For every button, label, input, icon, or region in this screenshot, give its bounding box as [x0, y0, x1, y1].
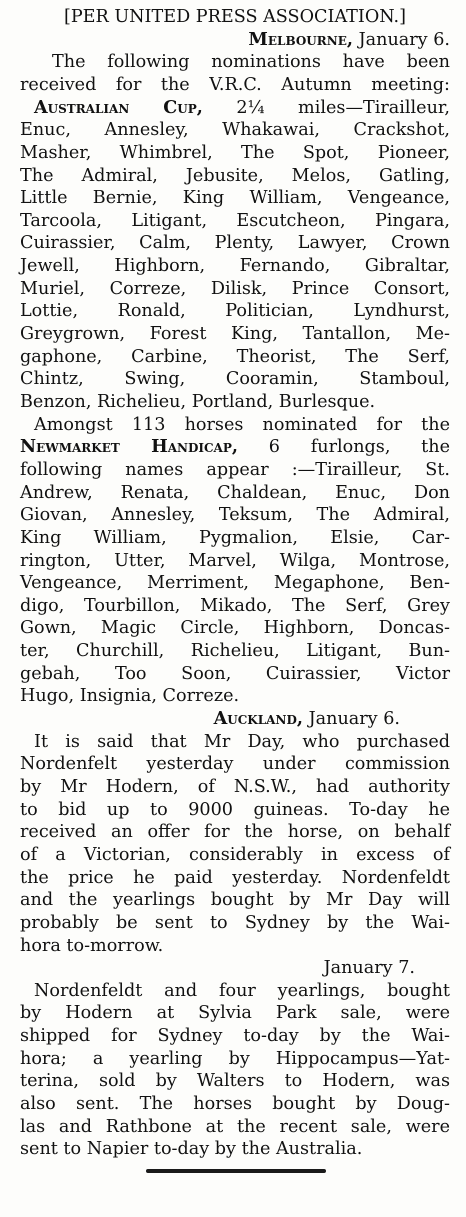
- dateline-place: Melbourne,: [248, 28, 353, 50]
- paragraph-4-line: by Hodern at Sylvia Park sale, were: [20, 1003, 450, 1024]
- paragraph-2-line: following names appear :—Tirailleur, St.: [20, 459, 450, 480]
- paragraph-1-line: The following nominations have been: [52, 52, 450, 73]
- paragraph-3-line: the price he paid yesterday. Nordenfeldt: [20, 867, 450, 888]
- paragraph-2-line: King William, Pygmalion, Elsie, Car-: [20, 527, 450, 548]
- dateline-auckland: [20, 708, 400, 731]
- paragraph-2-line: Giovan, Annesley, Teksum, The Admiral,: [20, 505, 450, 526]
- dateline-place: Auckland,: [213, 708, 303, 730]
- paragraph-4-line: sent to Napier to-day by the Australia.: [20, 1139, 363, 1160]
- paragraph-1-line: Muriel, Correze, Dilisk, Prince Consort,: [20, 278, 450, 299]
- paragraph-1-line: Tarcoola, Litigant, Escutcheon, Pingara,: [20, 210, 450, 231]
- paragraph-3-line: received an offer for the horse, on behalf: [20, 822, 450, 843]
- paragraph-1-line: Lottie, Ronald, Politician, Lyndhurst,: [20, 301, 450, 322]
- paragraph-1-line: received for the V.R.C. Autumn meeting:: [20, 74, 450, 95]
- paragraph-3-line: to bid up to 9000 guineas. To-day he: [20, 799, 450, 820]
- paragraph-2-line: Amongst 113 horses nominated for the: [34, 414, 450, 435]
- race-details: 2¼ miles—Tirailleur,: [202, 97, 450, 118]
- paragraph-2-line: ter, Churchill, Richelieu, Litigant, Bun-: [20, 641, 450, 662]
- paragraph-1-line: Cuirassier, Calm, Plenty, Lawyer, Crown: [20, 233, 450, 254]
- paragraph-2-line: digo, Tourbillon, Mikado, The Serf, Grey: [20, 595, 450, 616]
- paragraph-2-line: Andrew, Renata, Chaldean, Enuc, Don: [20, 482, 450, 503]
- paragraph-1-line: [34, 97, 450, 120]
- paragraph-4-line: also sent. The horses bought by Doug-: [20, 1094, 450, 1115]
- paragraph-4-line: terina, sold by Walters to Hodern, was: [20, 1071, 450, 1092]
- paragraph-1-line: Chintz, Swing, Cooramin, Stamboul,: [20, 369, 450, 390]
- paragraph-3-line: probably be sent to Sydney by the Wai-: [20, 912, 450, 933]
- paragraph-3-line: Nordenfelt yesterday under commission: [20, 754, 450, 775]
- section-rule: [146, 1169, 326, 1173]
- paragraph-2-line: gebah, Too Soon, Cuirassier, Victor: [20, 663, 450, 684]
- race-name: Newmarket Handicap,: [20, 436, 239, 458]
- paragraph-1-line: Enuc, Annesley, Whakawai, Crackshot,: [20, 120, 450, 141]
- paragraph-2-line: [20, 436, 450, 459]
- paragraph-1-line: Greygrown, Forest King, Tantallon, Me-: [20, 324, 450, 345]
- paragraph-1-line: The Admiral, Jebusite, Melos, Gatling,: [20, 165, 450, 186]
- paragraph-2-line: Hugo, Insignia, Correze.: [20, 686, 240, 707]
- paragraph-4-line: shipped for Sydney to-day by the Wai-: [20, 1026, 450, 1047]
- paragraph-2-line: Vengeance, Merriment, Megaphone, Ben-: [20, 573, 450, 594]
- dateline-january-7: January 7.: [323, 958, 415, 979]
- paragraph-4-line: Nordenfeldt and four yearlings, bought: [34, 980, 450, 1001]
- paragraph-1-line: Masher, Whimbrel, The Spot, Pioneer,: [20, 142, 450, 163]
- paragraph-4-line: hora; a yearling by Hippocampus—Yat-: [20, 1048, 450, 1069]
- race-details: 6 furlongs, the: [238, 437, 450, 458]
- paragraph-3-line: by Mr Hodern, of N.S.W., had authority: [20, 777, 450, 797]
- dateline-melbourne: [20, 29, 450, 52]
- paragraph-4-line: las and Rathbone at the recent sale, were: [20, 1116, 450, 1137]
- paragraph-2-line: Gown, Magic Circle, Highborn, Doncas-: [20, 618, 450, 639]
- paragraph-1-line: Little Bernie, King William, Vengeance,: [20, 188, 450, 209]
- race-name: Australian Cup,: [34, 96, 203, 118]
- paragraph-3-line: hora to-morrow.: [20, 935, 164, 956]
- paragraph-3-line: of a Victorian, considerably in excess of: [20, 844, 450, 865]
- paragraph-1-line: gaphone, Carbine, Theorist, The Serf,: [20, 346, 450, 367]
- agency-header: [PER UNITED PRESS ASSOCIATION.]: [63, 7, 407, 27]
- paragraph-1-line: Jewell, Highborn, Fernando, Gibraltar,: [20, 256, 450, 277]
- paragraph-1-line: Benzon, Richelieu, Portland, Burlesque.: [20, 392, 376, 412]
- dateline-date: January 6.: [352, 29, 450, 50]
- dateline-date: January 6.: [302, 709, 400, 730]
- paragraph-3-line: and the yearlings bought by Mr Day will: [20, 890, 450, 911]
- paragraph-3-line: It is said that Mr Day, who purchased: [34, 731, 450, 752]
- paragraph-2-line: rington, Utter, Marvel, Wilga, Montrose,: [20, 550, 450, 571]
